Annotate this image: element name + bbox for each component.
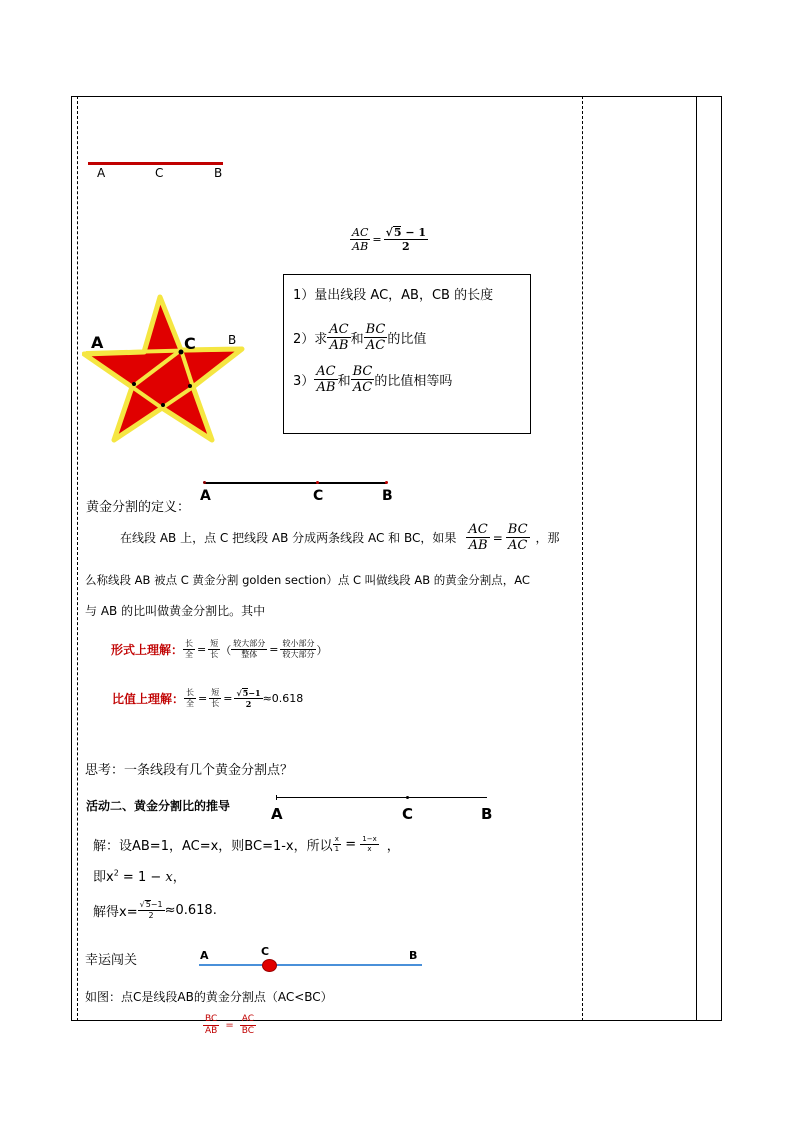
- activity-label-c: C: [402, 805, 414, 823]
- definition-line-dot-a: [203, 481, 206, 484]
- lucky-problem: 如图：点C是线段AB的黄金分割点（AC<BC）: [85, 990, 333, 1004]
- ratio-formula: $\frac{AC}{AB}$ = $\frac{√5 - 1}{2}$: [352, 225, 427, 253]
- solution-line-1: 解：设AB=1，AC=x，则BC=1-x，所以 $\frac{x}{1}$ = $\frac{1-x}{x}$ ，: [93, 835, 400, 854]
- red-segment: [88, 162, 223, 165]
- table-border-bottom: [71, 1020, 722, 1021]
- question-1: 1）量出线段 AC，AB，CB 的长度: [293, 288, 494, 303]
- activity-line: [276, 797, 487, 798]
- solution-line-2: 即$x^2 = 1 - x$，: [93, 868, 186, 885]
- definition-label-a: A: [200, 488, 211, 504]
- question-2: 2）求 $\frac{AC}{AB}$ 和 $\frac{BC}{AC}$ 的比值: [293, 322, 427, 353]
- activity-label-a: A: [271, 805, 283, 823]
- lucky-heading: 幸运闯关: [85, 953, 138, 968]
- table-border-right: [721, 96, 722, 1021]
- star-point-left: [132, 382, 136, 386]
- lucky-label-b: B: [409, 949, 418, 962]
- star-label-c: C: [184, 334, 196, 353]
- table-divider-dashed: [582, 96, 583, 1021]
- lucky-line: [199, 964, 422, 966]
- definition-para-3: 与 AB 的比叫做黄金分割比。其中: [85, 604, 266, 618]
- solution-line-3: 解得x= $\frac{√5-1}{2}$ ≈0.618.: [93, 900, 217, 920]
- activity-heading: 活动二、黄金分割比的推导: [86, 799, 231, 813]
- table-divider-inner-left: [77, 96, 78, 1021]
- lucky-label-c: C: [261, 945, 270, 958]
- definition-label-b: B: [382, 488, 393, 504]
- table-border-left: [71, 96, 72, 1021]
- segment1-label-b: B: [214, 166, 223, 180]
- ratio-understanding: 比值上理解： $\frac{\text{长}}{\text{全}}$ = $\frac{\text{短}}{\text{长}}$ = $\frac{√5-1}{2}$ ≈0.618: [112, 687, 304, 709]
- lucky-formula: $\frac{BC}{AB}$ = $\frac{AC}{BC}$: [205, 1014, 255, 1036]
- activity-label-b: B: [481, 805, 493, 823]
- table-divider-solid: [696, 96, 697, 1021]
- activity-dot-c: [406, 796, 409, 799]
- question-3: 3） $\frac{AC}{AB}$ 和 $\frac{BC}{AC}$ 的比值相等吗: [293, 364, 453, 395]
- segment1-label-a: A: [97, 166, 106, 180]
- star-label-a: A: [91, 333, 104, 352]
- definition-heading: 黄金分割的定义：: [86, 500, 191, 515]
- star-point-bottom: [161, 403, 165, 407]
- questions-box: [283, 274, 531, 434]
- think-question: 思考：一条线段有几个黄金分割点？: [85, 763, 294, 778]
- table-border-top: [71, 96, 722, 97]
- lucky-point-c: [262, 959, 277, 972]
- definition-line: [204, 482, 387, 484]
- segment1-label-c: C: [155, 166, 164, 180]
- definition-para-2: 么称线段 AB 被点 C 黄金分割 golden section）点 C 叫做线段 AB 的黄金分割点，AC: [85, 573, 530, 587]
- definition-para-1: 在线段 AB 上，点 C 把线段 AB 分成两条线段 AC 和 BC，如果 $\frac{AC}{AB}$ = $\frac{BC}{AC}$ ，那: [120, 522, 560, 553]
- definition-line-dot-c: [316, 481, 319, 484]
- star-point-c: [179, 350, 184, 355]
- formal-understanding: 形式上理解： $\frac{\text{长}}{\text{全}}$ = $\frac{\text{短}}{\text{长}}$ （ $\frac{\text{较大部分}}{\text{整体}}$ = $\frac{\text{较小部分}}{\text{较大部分}}$ ）: [111, 639, 328, 659]
- star-label-b: B: [228, 333, 237, 347]
- star-shape: [84, 297, 242, 440]
- definition-label-c: C: [313, 488, 324, 504]
- lucky-label-a: A: [200, 949, 209, 962]
- activity-tick-a: [276, 795, 277, 800]
- star-point-right: [188, 384, 192, 388]
- star-figure: [82, 292, 247, 444]
- definition-line-dot-b: [385, 481, 388, 484]
